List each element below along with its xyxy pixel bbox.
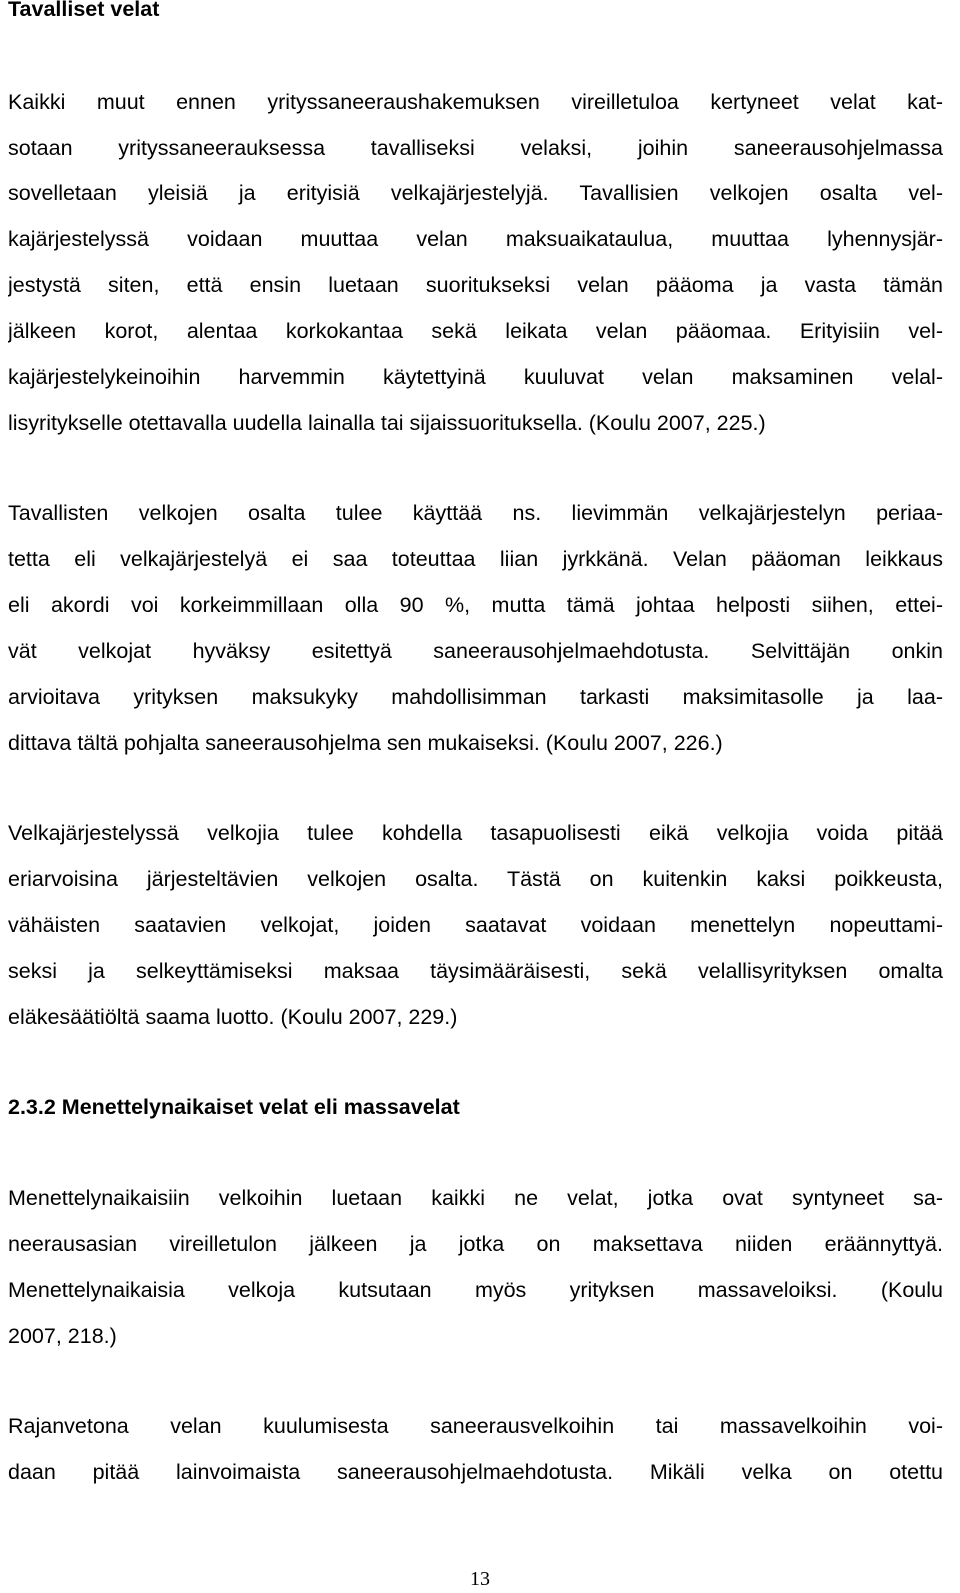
paragraph-line: eriarvoisina järjesteltävien velkojen osalta. Tästä on kuitenkin kaksi poikkeusta, xyxy=(8,867,943,891)
paragraph-line: Menettelynaikaisia velkoja kutsutaan myös yrityksen massaveloiksi. (Koulu xyxy=(8,1278,943,1302)
paragraph-line: eläkesäätiöltä saama luotto. (Koulu 2007, 229.) xyxy=(8,1005,458,1029)
paragraph-line: sovelletaan yleisiä ja erityisiä velkajärjestelyjä. Tavallisien velkojen osalta vel- xyxy=(8,181,943,205)
paragraph-line: vähäisten saatavien velkojat, joiden saatavat voidaan menettelyn nopeuttami- xyxy=(8,913,943,937)
paragraph-line: vät velkojat hyväksy esitettyä saneerausohjelmaehdotusta. Selvittäjän onkin xyxy=(8,639,943,663)
paragraph-line: dittava tältä pohjalta saneerausohjelma sen mukaiseksi. (Koulu 2007, 226.) xyxy=(8,731,723,755)
section-title: Tavalliset velat xyxy=(8,0,160,21)
paragraph-line: seksi ja selkeyttämiseksi maksaa täysimääräisesti, sekä velallisyrityksen omalta xyxy=(8,959,943,983)
paragraph-line: 2007, 218.) xyxy=(8,1324,117,1348)
subsection-heading: 2.3.2 Menettelynaikaiset velat eli massavelat xyxy=(8,1095,460,1119)
paragraph-line: eli akordi voi korkeimmillaan olla 90 %, mutta tämä johtaa helposti siihen, ettei- xyxy=(8,593,943,617)
paragraph-line: Rajanvetona velan kuulumisesta saneerausvelkoihin tai massavelkoihin voi- xyxy=(8,1414,943,1438)
paragraph-line: jälkeen korot, alentaa korkokantaa sekä leikata velan pääomaa. Erityisiin vel- xyxy=(8,319,943,343)
paragraph-line: lisyritykselle otettavalla uudella lainalla tai sijaissuorituksella. (Koulu 2007, 225.) xyxy=(8,411,766,435)
paragraph-line: Tavallisten velkojen osalta tulee käyttää ns. lievimmän velkajärjestelyn periaa- xyxy=(8,501,943,525)
paragraph-line: tetta eli velkajärjestelyä ei saa toteuttaa liian jyrkkänä. Velan pääoman leikkaus xyxy=(8,547,943,571)
paragraph-line: Velkajärjestelyssä velkojia tulee kohdella tasapuolisesti eikä velkojia voida pitää xyxy=(8,821,943,845)
paragraph-line: jestystä siten, että ensin luetaan suoritukseksi velan pääoma ja vasta tämän xyxy=(8,273,943,297)
paragraph-line: Kaikki muut ennen yrityssaneeraushakemuksen vireilletuloa kertyneet velat kat- xyxy=(8,90,943,114)
paragraph-line: arvioitava yrityksen maksukyky mahdollisimman tarkasti maksimitasolle ja laa- xyxy=(8,685,943,709)
paragraph-line: Menettelynaikaisiin velkoihin luetaan kaikki ne velat, jotka ovat syntyneet sa- xyxy=(8,1186,943,1210)
paragraph-line: sotaan yrityssaneerauksessa tavalliseksi velaksi, joihin saneerausohjelmassa xyxy=(8,136,943,160)
paragraph-line: kajärjestelykeinoihin harvemmin käytettyinä kuuluvat velan maksaminen velal- xyxy=(8,365,943,389)
paragraph-line: neerausasian vireilletulon jälkeen ja jotka on maksettava niiden eräännyttyä. xyxy=(8,1232,943,1256)
page-number: 13 xyxy=(470,1568,490,1590)
paragraph-line: kajärjestelyssä voidaan muuttaa velan maksuaikataulua, muuttaa lyhennysjär- xyxy=(8,227,943,251)
paragraph-line: daan pitää lainvoimaista saneerausohjelmaehdotusta. Mikäli velka on otettu xyxy=(8,1460,943,1484)
